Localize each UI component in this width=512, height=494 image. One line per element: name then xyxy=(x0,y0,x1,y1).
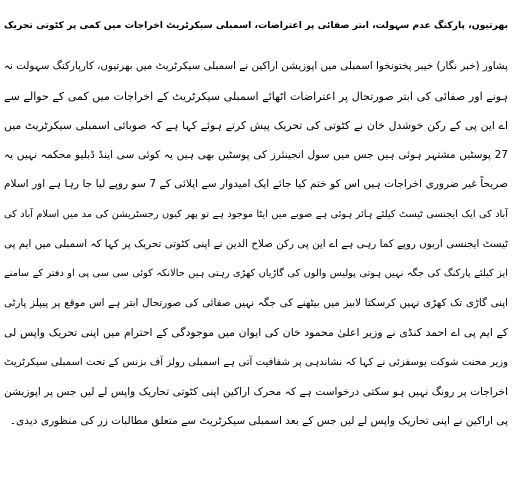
body-line: وزیر محنت شوکت یوسفزئی نے کہا کہ نشاندہی پر شفافیت آتی ہے اسمبلی رولز آف بزنس کے تحت اسمبلی سیکرٹریٹ xyxy=(4,356,508,368)
body-line: اپنی گاڑی تک کھڑی نہیں کرسکتا لابیز میں بیٹھنے کی جگہ نہیں صفائی کی صورتحال ابتر ہے اس موقع پر پیپلز پارٹی xyxy=(4,296,508,309)
body-line: اخراجات پر رونگ نہیں ہو سکتی درخواست ہے کہ محرک اراکین اپنی کٹوتی تحاریک واپس لے لیں جس پر اپوزیشن xyxy=(4,385,508,398)
body-line: صریحاً غیر ضروری اخراجات ہیں اس کو ختم کیا جائے ایک امیدوار سے اپلائی کے 7 سو روپے لیا جا رہا ہے اور اسلام xyxy=(4,178,508,191)
body-line: پشاور (خبر نگار) خیبر پختونخوا اسمبلی میں اپوزیشن اراکین نے اسمبلی سیکرٹریٹ میں بھرتیوں، کارپارکنگ سہولت نہ xyxy=(3,60,508,72)
news-article xyxy=(2,0,510,494)
body-line: آباد کی ایک ایجنسی ٹیسٹ کیلئے ہائر ہوئی ہے صوبے میں ایٹا موجود ہے تو پھر کیوں رجسٹریشن کی مد میں اسلام آباد کی xyxy=(4,208,508,220)
body-line: اے این پی کے رکن خوشدل خان نے کٹوتی کی تحریک پیش کرتے ہوئے کہا ہے کہ صوبائی اسمبلی سیکرٹریٹ میں xyxy=(4,119,508,133)
body-line: ٹیسٹ ایجنسی اربوں روپے کما رہی ہے اے این پی رکن صلاح الدین نے اپنی کٹوتی تحریک پر کہا کہ اسمبلی میں ایم پی xyxy=(4,237,508,250)
body-line: ہونے اور صفائی کی ابتر صورتحال پر اعتراضات اٹھائے اسمبلی سیکرٹریٹ کے اخراجات میں کمی کے حوالے سے xyxy=(4,89,508,103)
body-line: ایز کیلئے پارکنگ کی جگہ نہیں ہوتی پولیس والوں کی گاڑیاں کھڑی رہتی ہیں حالانکہ کوئی سی سی پی او دفتر کے سامنے xyxy=(4,268,508,280)
body-line: 27 پوسٹیں مشتہر ہوئی ہیں جس میں سول انجینئرز کی پوسٹیں بھی ہیں یہ کوئی سی اینڈ ڈبلیو محکمہ نہیں یہ xyxy=(4,148,508,161)
headline: بھرتیوں، پارکنگ عدم سہولت، ابتر صفائی پر اعتراضات، اسمبلی سیکرٹریٹ اخراجات میں کمی پر کٹوتی تحریک xyxy=(4,20,508,31)
body-line: پی اراکین نے اپنی تحاریک واپس لے لیں جس کے بعد اسمبلی سیکرٹریٹ سے متعلق مطالبات زر کی منظوری دیدی۔ xyxy=(9,415,508,428)
article-body xyxy=(2,52,510,437)
body-line: کے ایم پی اے احمد کنڈی نے وزیر اعلیٰ محمود خان کی ایوان میں موجودگی کے احترام میں اپنی تحریک واپس لی xyxy=(4,326,508,340)
